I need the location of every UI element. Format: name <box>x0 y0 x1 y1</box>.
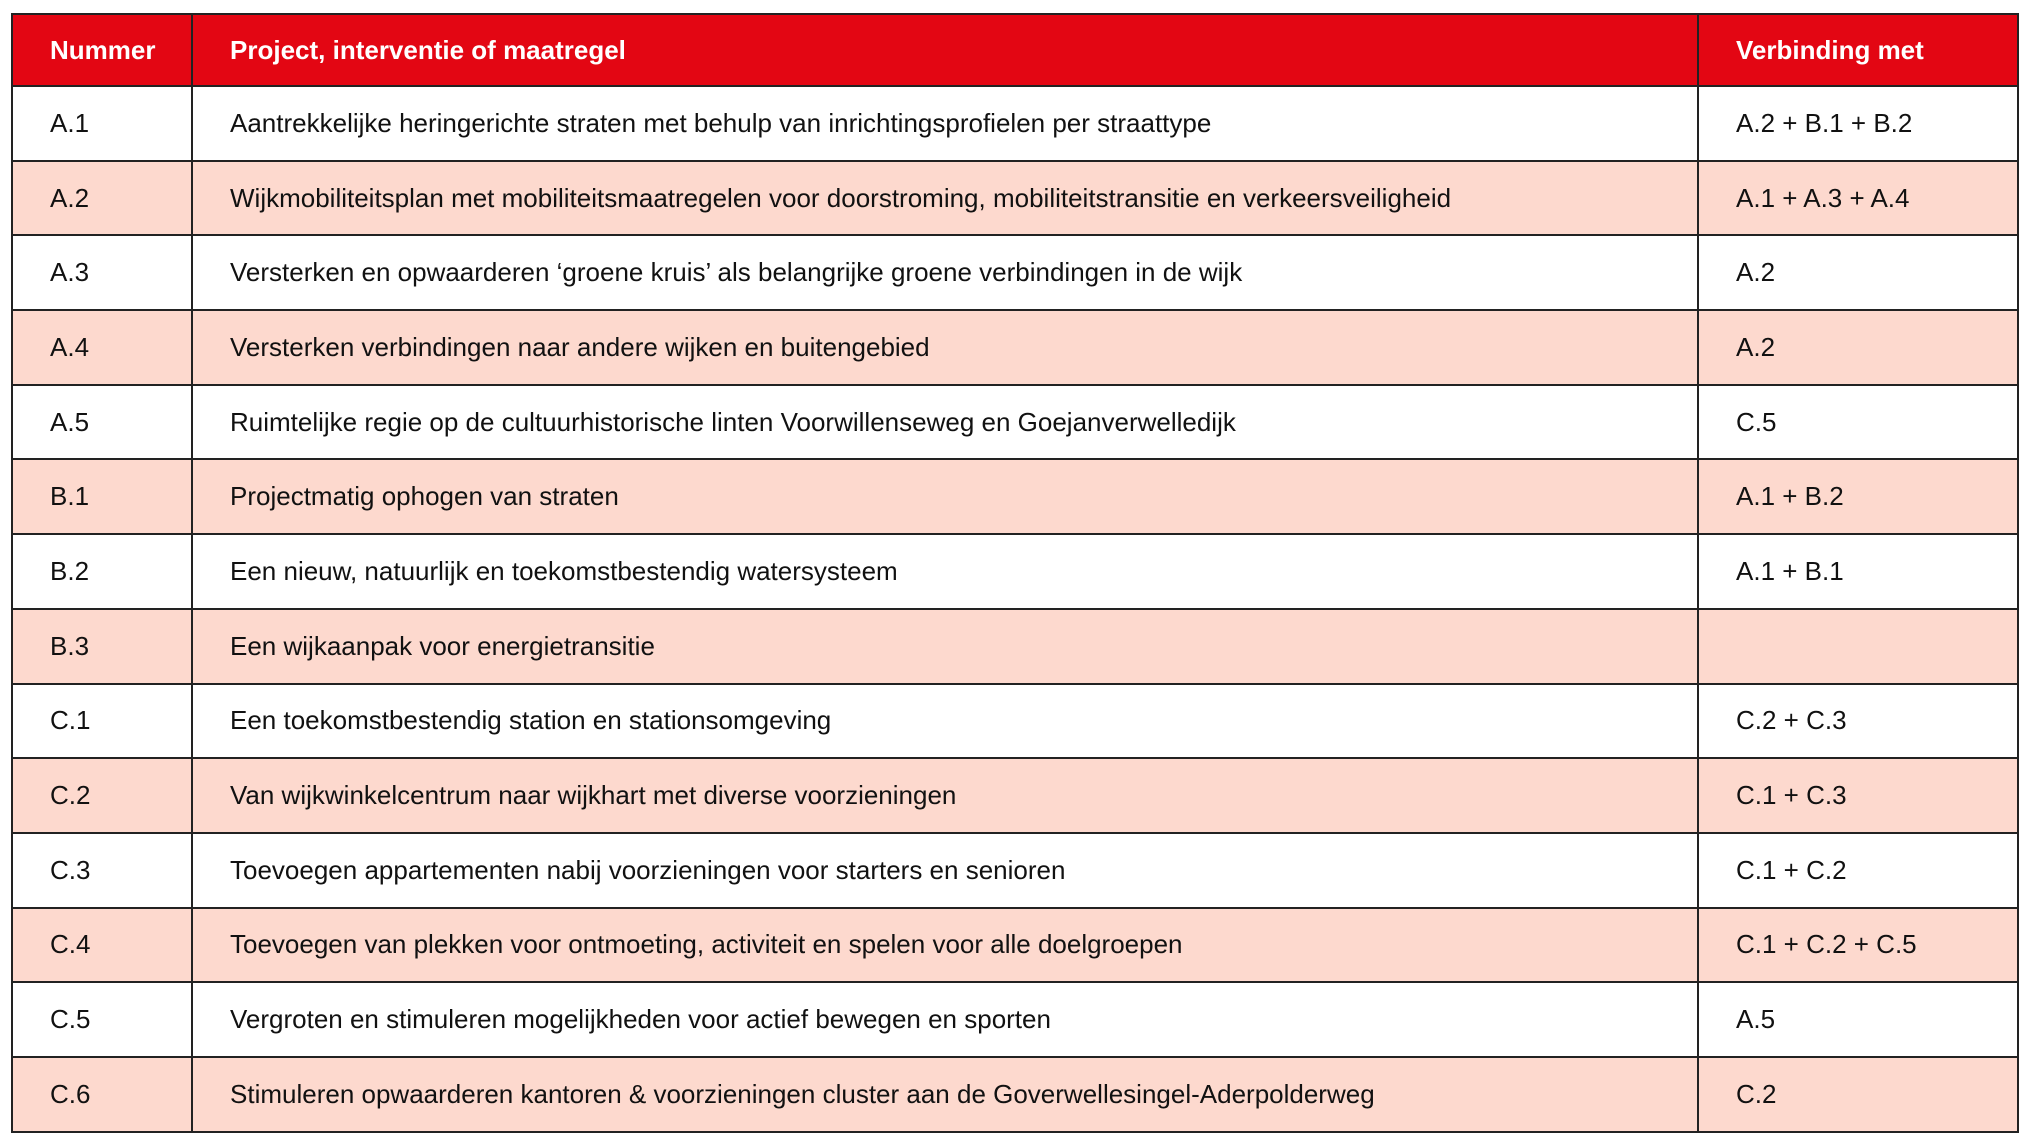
table-row <box>12 310 2018 385</box>
cell-verbinding: C.2 + C.3 <box>1698 684 2018 759</box>
cell-project: Een nieuw, natuurlijk en toekomstbestendig watersysteem <box>192 534 1698 609</box>
column-header-verbinding: Verbinding met <box>1698 14 2018 86</box>
cell-project: Toevoegen appartementen nabij voorzieningen voor starters en senioren <box>192 833 1698 908</box>
table-row <box>12 86 2018 161</box>
cell-nummer: A.4 <box>12 310 192 385</box>
table-row <box>12 459 2018 534</box>
cell-verbinding: C.2 <box>1698 1057 2018 1132</box>
header-row <box>12 14 2018 86</box>
cell-nummer: B.3 <box>12 609 192 684</box>
cell-nummer: A.2 <box>12 161 192 236</box>
cell-nummer: C.5 <box>12 982 192 1057</box>
cell-nummer: C.6 <box>12 1057 192 1132</box>
projects-table <box>11 13 2019 1133</box>
cell-project: Projectmatig ophogen van straten <box>192 459 1698 534</box>
cell-verbinding: C.1 + C.2 + C.5 <box>1698 908 2018 983</box>
table-row <box>12 982 2018 1057</box>
cell-project: Stimuleren opwaarderen kantoren & voorzieningen cluster aan de Goverwellesingel-Aderpolderweg <box>192 1057 1698 1132</box>
cell-project: Een toekomstbestendig station en stationsomgeving <box>192 684 1698 759</box>
cell-verbinding: A.1 + A.3 + A.4 <box>1698 161 2018 236</box>
cell-nummer: C.4 <box>12 908 192 983</box>
cell-project: Ruimtelijke regie op de cultuurhistorische linten Voorwillenseweg en Goejanverwelledijk <box>192 385 1698 460</box>
table-row <box>12 534 2018 609</box>
cell-verbinding: A.2 <box>1698 235 2018 310</box>
cell-verbinding: A.1 + B.1 <box>1698 534 2018 609</box>
cell-verbinding: A.2 + B.1 + B.2 <box>1698 86 2018 161</box>
cell-nummer: B.1 <box>12 459 192 534</box>
table-row <box>12 235 2018 310</box>
cell-project: Aantrekkelijke heringerichte straten met behulp van inrichtingsprofielen per straattype <box>192 86 1698 161</box>
cell-project: Een wijkaanpak voor energietransitie <box>192 609 1698 684</box>
table-row <box>12 684 2018 759</box>
cell-verbinding: A.5 <box>1698 982 2018 1057</box>
cell-nummer: A.3 <box>12 235 192 310</box>
cell-verbinding: C.1 + C.3 <box>1698 758 2018 833</box>
cell-project: Wijkmobiliteitsplan met mobiliteitsmaatregelen voor doorstroming, mobiliteitstransitie en verkeersveiligheid <box>192 161 1698 236</box>
cell-nummer: C.3 <box>12 833 192 908</box>
cell-verbinding <box>1698 609 2018 684</box>
cell-verbinding: A.1 + B.2 <box>1698 459 2018 534</box>
column-header-nummer: Nummer <box>12 14 192 86</box>
table-row <box>12 833 2018 908</box>
table-row <box>12 609 2018 684</box>
table-body <box>12 86 2018 1132</box>
cell-nummer: B.2 <box>12 534 192 609</box>
cell-nummer: C.2 <box>12 758 192 833</box>
table-row <box>12 908 2018 983</box>
cell-project: Toevoegen van plekken voor ontmoeting, activiteit en spelen voor alle doelgroepen <box>192 908 1698 983</box>
table-row <box>12 1057 2018 1132</box>
cell-project: Vergroten en stimuleren mogelijkheden voor actief bewegen en sporten <box>192 982 1698 1057</box>
table-row <box>12 161 2018 236</box>
column-header-project: Project, interventie of maatregel <box>192 14 1698 86</box>
cell-nummer: C.1 <box>12 684 192 759</box>
cell-verbinding: C.5 <box>1698 385 2018 460</box>
cell-project: Versterken verbindingen naar andere wijken en buitengebied <box>192 310 1698 385</box>
cell-nummer: A.1 <box>12 86 192 161</box>
cell-project: Versterken en opwaarderen ‘groene kruis’ als belangrijke groene verbindingen in de wijk <box>192 235 1698 310</box>
table-row <box>12 758 2018 833</box>
table-header <box>12 14 2018 86</box>
cell-nummer: A.5 <box>12 385 192 460</box>
table-row <box>12 385 2018 460</box>
cell-verbinding: C.1 + C.2 <box>1698 833 2018 908</box>
cell-project: Van wijkwinkelcentrum naar wijkhart met diverse voorzieningen <box>192 758 1698 833</box>
cell-verbinding: A.2 <box>1698 310 2018 385</box>
